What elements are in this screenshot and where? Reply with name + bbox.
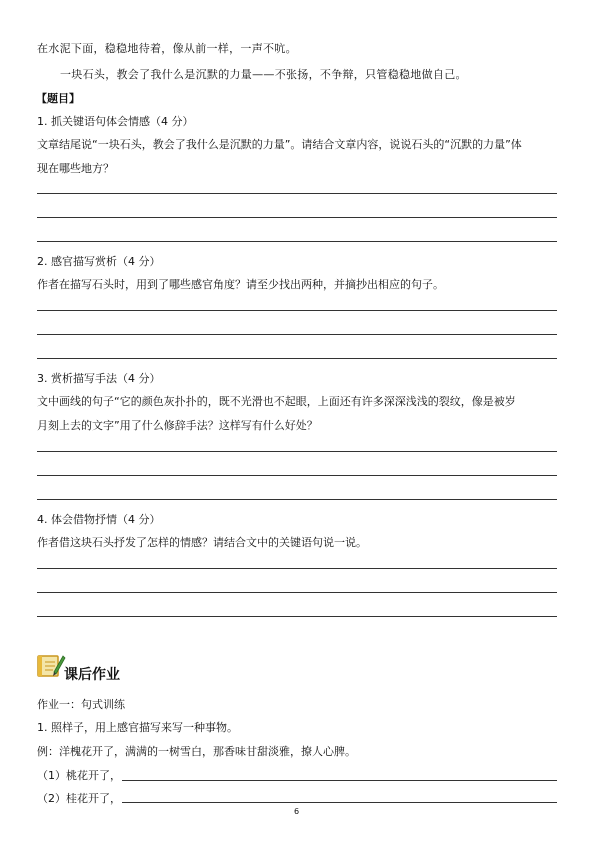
story-line-1: 在水泥下面，稳稳地待着，像从前一样，一声不吭。 [37,42,297,55]
question-4-title: 4. 体会借物抒情（4 分） [37,513,161,526]
fill-blank-2[interactable] [122,802,557,803]
answer-line[interactable] [37,358,557,359]
question-2-text-1: 作者在描写石头时，用到了哪些感官角度？请至少找出两种，并摘抄出相应的句子。 [37,278,444,291]
fill-prompt-2: （2）桂花开了， [37,792,121,805]
answer-line[interactable] [37,568,557,569]
answer-line[interactable] [37,592,557,593]
question-1-title: 1. 抓关键语句体会情感（4 分） [37,115,194,128]
question-4-text-1: 作者借这块石头抒发了怎样的情感？请结合文中的关键语句说一说。 [37,536,367,549]
question-2-title: 2. 感官描写赏析（4 分） [37,255,161,268]
answer-line[interactable] [37,499,557,500]
answer-line[interactable] [37,475,557,476]
story-line-2: 一块石头，教会了我什么是沉默的力量——不张扬，不争辩，只管稳稳地做自己。 [60,68,467,81]
question-1-text-1: 文章结尾说“一块石头，教会了我什么是沉默的力量”。请结合文章内容，说说石头的“沉默的力量”体 [37,138,522,151]
question-3-title: 3. 赏析描写手法（4 分） [37,372,161,385]
question-3-text-1: 文中画线的句子“它的颜色灰扑扑的，既不光滑也不起眼，上面还有许多深深浅浅的裂纹，像是被岁 [37,395,516,408]
answer-line[interactable] [37,616,557,617]
question-1-text-2: 现在哪些地方？ [37,162,114,175]
answer-line[interactable] [37,241,557,242]
answer-line[interactable] [37,451,557,452]
fill-blank-1[interactable] [122,780,557,781]
notebook-pencil-icon [36,652,66,678]
answer-line[interactable] [37,310,557,311]
homework-item-1: 1. 照样子，用上感官描写来写一种事物。 [37,721,238,734]
answer-line[interactable] [37,334,557,335]
section-label: 【题目】 [36,92,80,105]
question-3-text-2: 月刻上去的文字”用了什么修辞手法？这样写有什么好处？ [37,419,318,432]
fill-prompt-1: （1）桃花开了， [37,769,121,782]
homework-subheading: 作业一：句式训练 [37,698,125,711]
page-number: 6 [294,807,300,816]
homework-heading: 课后作业 [64,667,120,683]
homework-example: 例：洋槐花开了，满满的一树雪白，那香味甘甜淡雅，撩人心脾。 [37,745,356,758]
answer-line[interactable] [37,193,557,194]
answer-line[interactable] [37,217,557,218]
